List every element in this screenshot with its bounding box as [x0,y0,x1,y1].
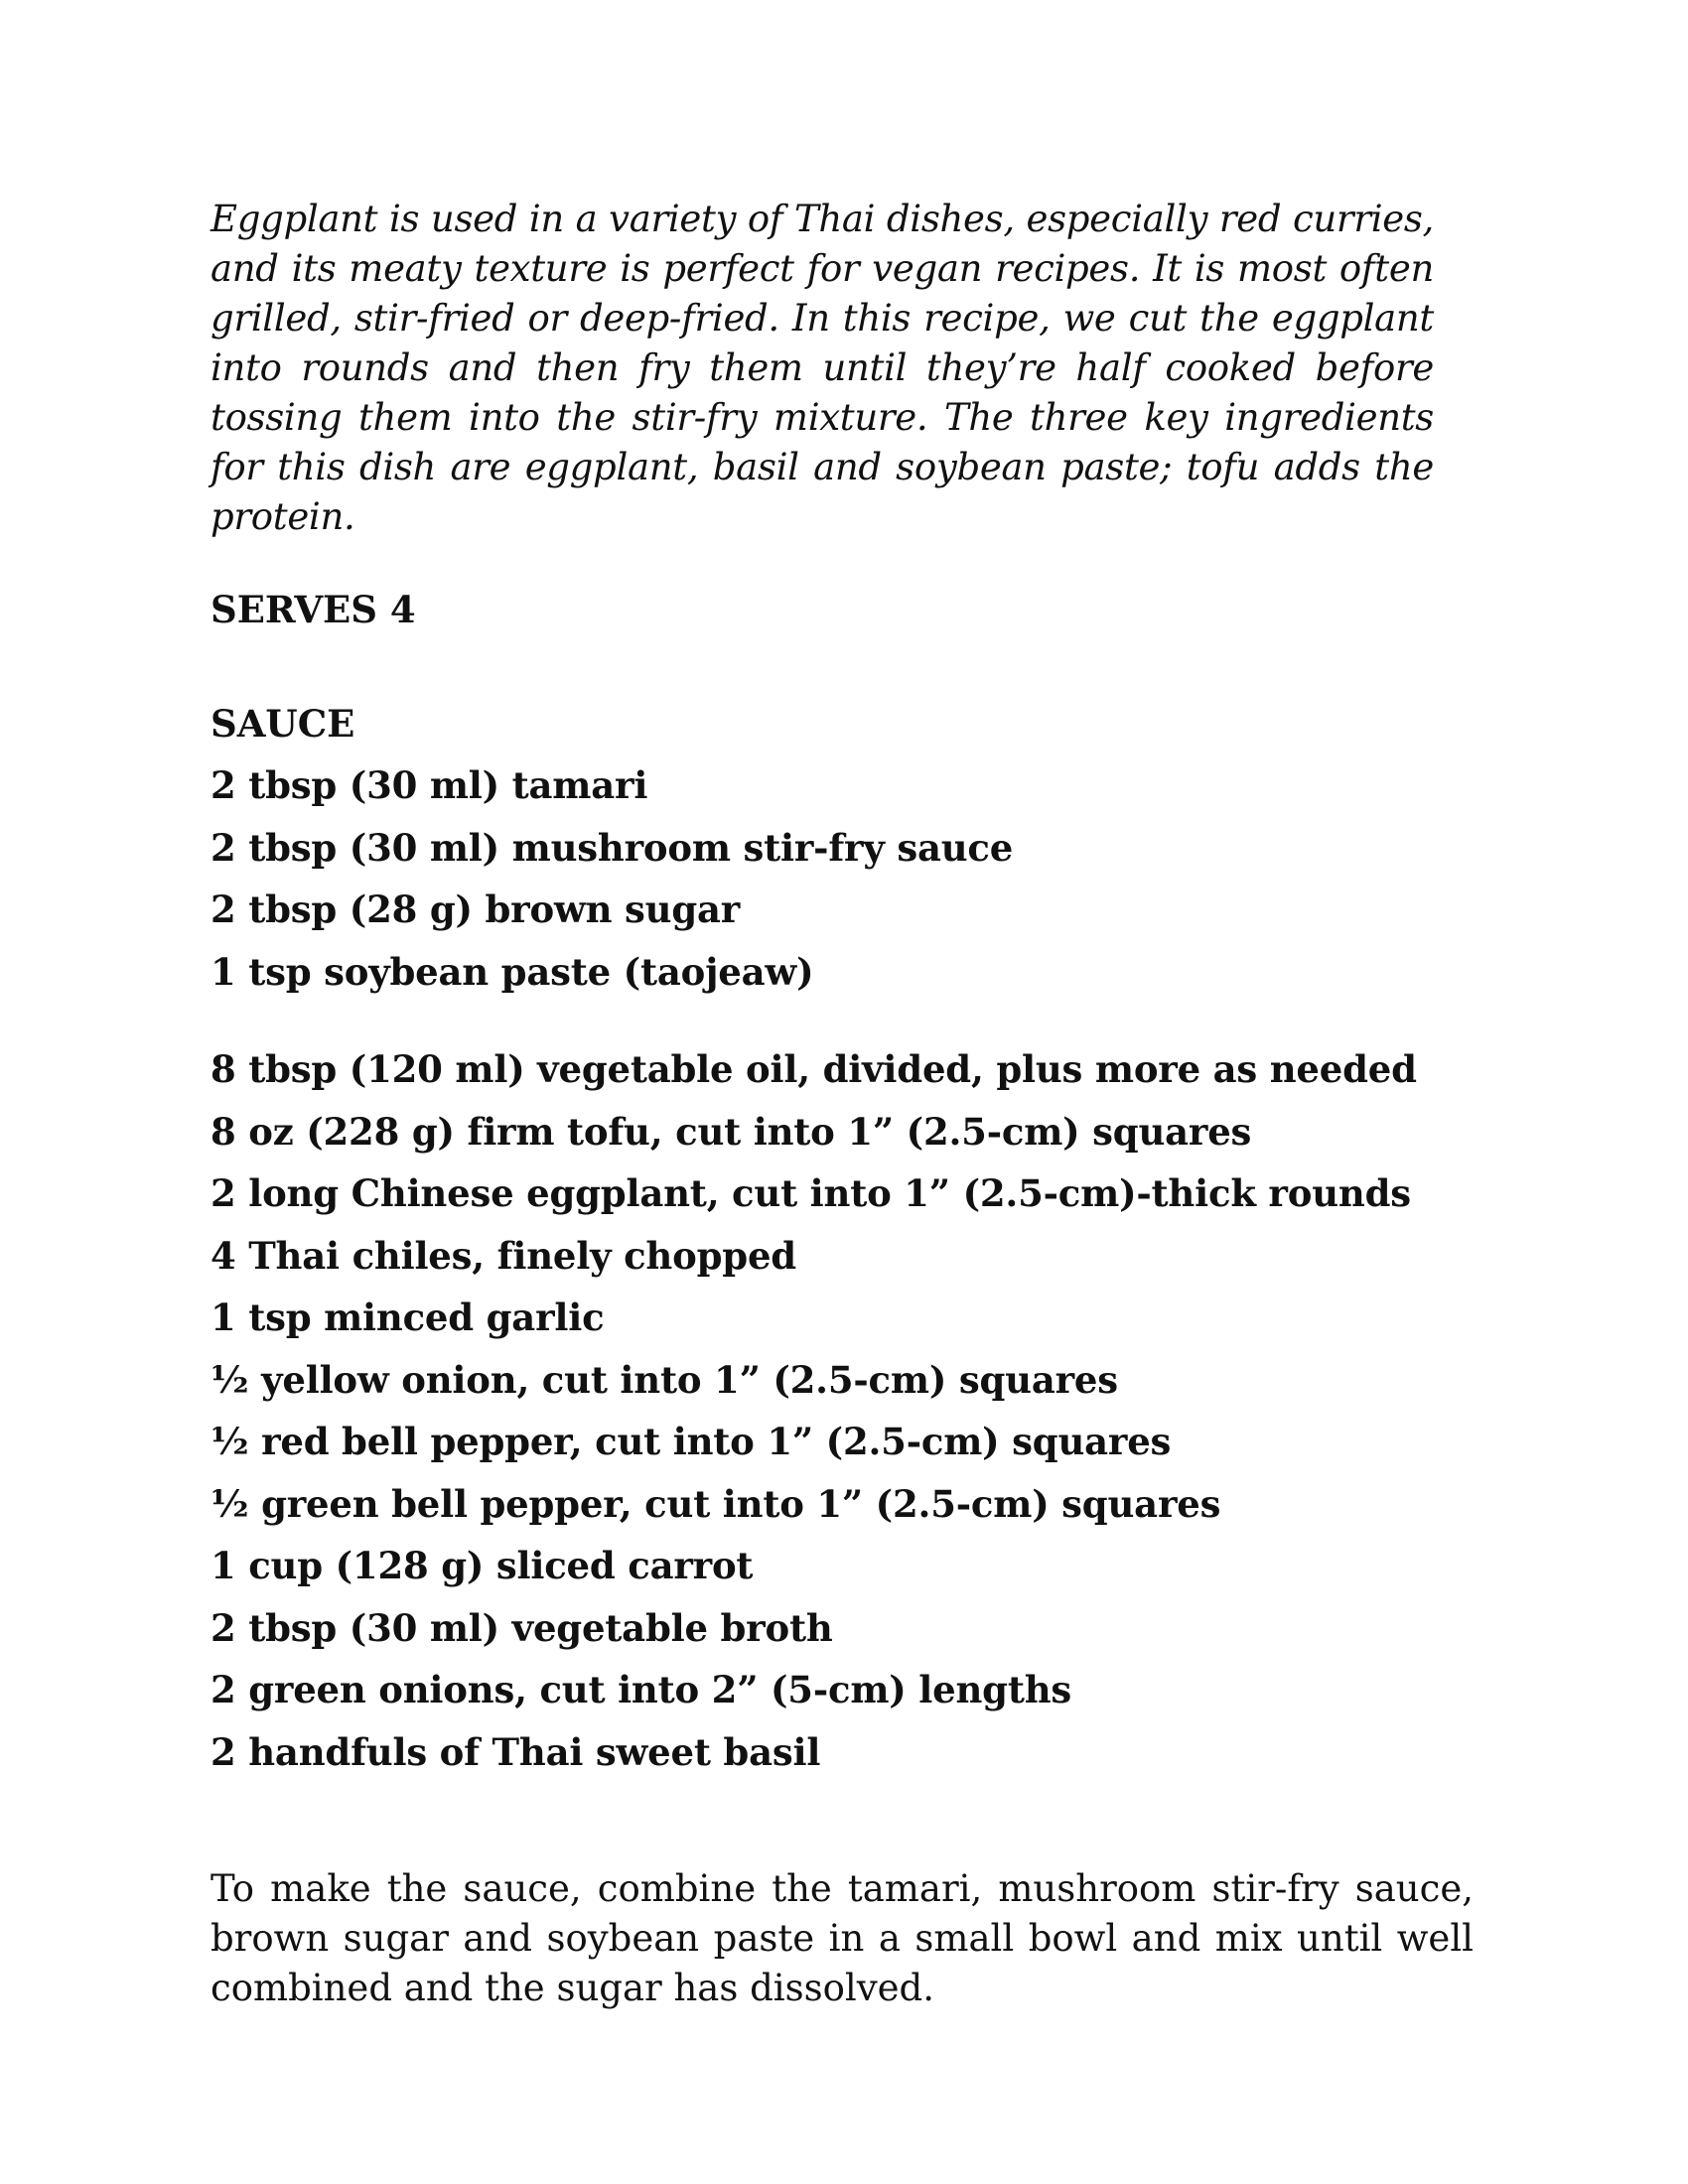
main-ingredient-list [211,1038,1481,1783]
ingredient-item: 1 tsp soybean paste (taojeaw) [211,949,814,994]
ingredient-item: 2 tbsp (30 ml) mushroom stir-fry sauce [211,825,1014,870]
ingredient-item: 2 green onions, cut into 2” (5-cm) lengths [211,1668,1072,1711]
sauce-heading: SAUCE [211,702,355,746]
recipe-page [211,195,1481,2013]
sauce-ingredient-list [211,754,1481,1003]
ingredient-item: 2 handfuls of Thai sweet basil [211,1729,821,1774]
ingredient-item: ½ red bell pepper, cut into 1” (2.5-cm) squares [211,1420,1172,1463]
ingredient-item: 2 tbsp (28 g) brown sugar [211,887,741,931]
ingredient-item: 2 tbsp (30 ml) vegetable broth [211,1605,833,1650]
ingredient-item: 2 long Chinese eggplant, cut into 1” (2.5-cm)-thick rounds [211,1171,1411,1215]
ingredient-item: 8 tbsp (120 ml) vegetable oil, divided, plus more as needed [211,1047,1417,1091]
ingredient-item: 2 tbsp (30 ml) tamari [211,763,648,807]
ingredient-item: 1 cup (128 g) sliced carrot [211,1544,754,1587]
ingredient-item: 1 tsp minced garlic [211,1296,605,1339]
ingredient-item: 8 oz (228 g) firm tofu, cut into 1” (2.5-cm) squares [211,1109,1252,1154]
ingredient-item: ½ yellow onion, cut into 1” (2.5-cm) squares [211,1357,1118,1402]
ingredient-item: 4 Thai chiles, finely chopped [211,1233,796,1278]
instructions-paragraph: To make the sauce, combine the tamari, mushroom stir-fry sauce, brown sugar and soybean paste in a small bowl and mix until well combined and the sugar has dissolved. [211,1867,1474,2009]
serves-label: SERVES 4 [211,588,416,631]
ingredient-item: ½ green bell pepper, cut into 1” (2.5-cm) squares [211,1481,1221,1526]
intro-paragraph: Eggplant is used in a variety of Thai dishes, especially red curries, and its meaty texture is perfect for vegan recipes. It is most often grilled, stir-fried or deep-fried. In this recipe, we cut the eggplant into rounds and then fry them until they’re half cooked before tossing them into the stir-fry mixture. The three key ingredients for this dish are eggplant, basil and soybean paste; tofu adds the protein. [211,198,1434,538]
